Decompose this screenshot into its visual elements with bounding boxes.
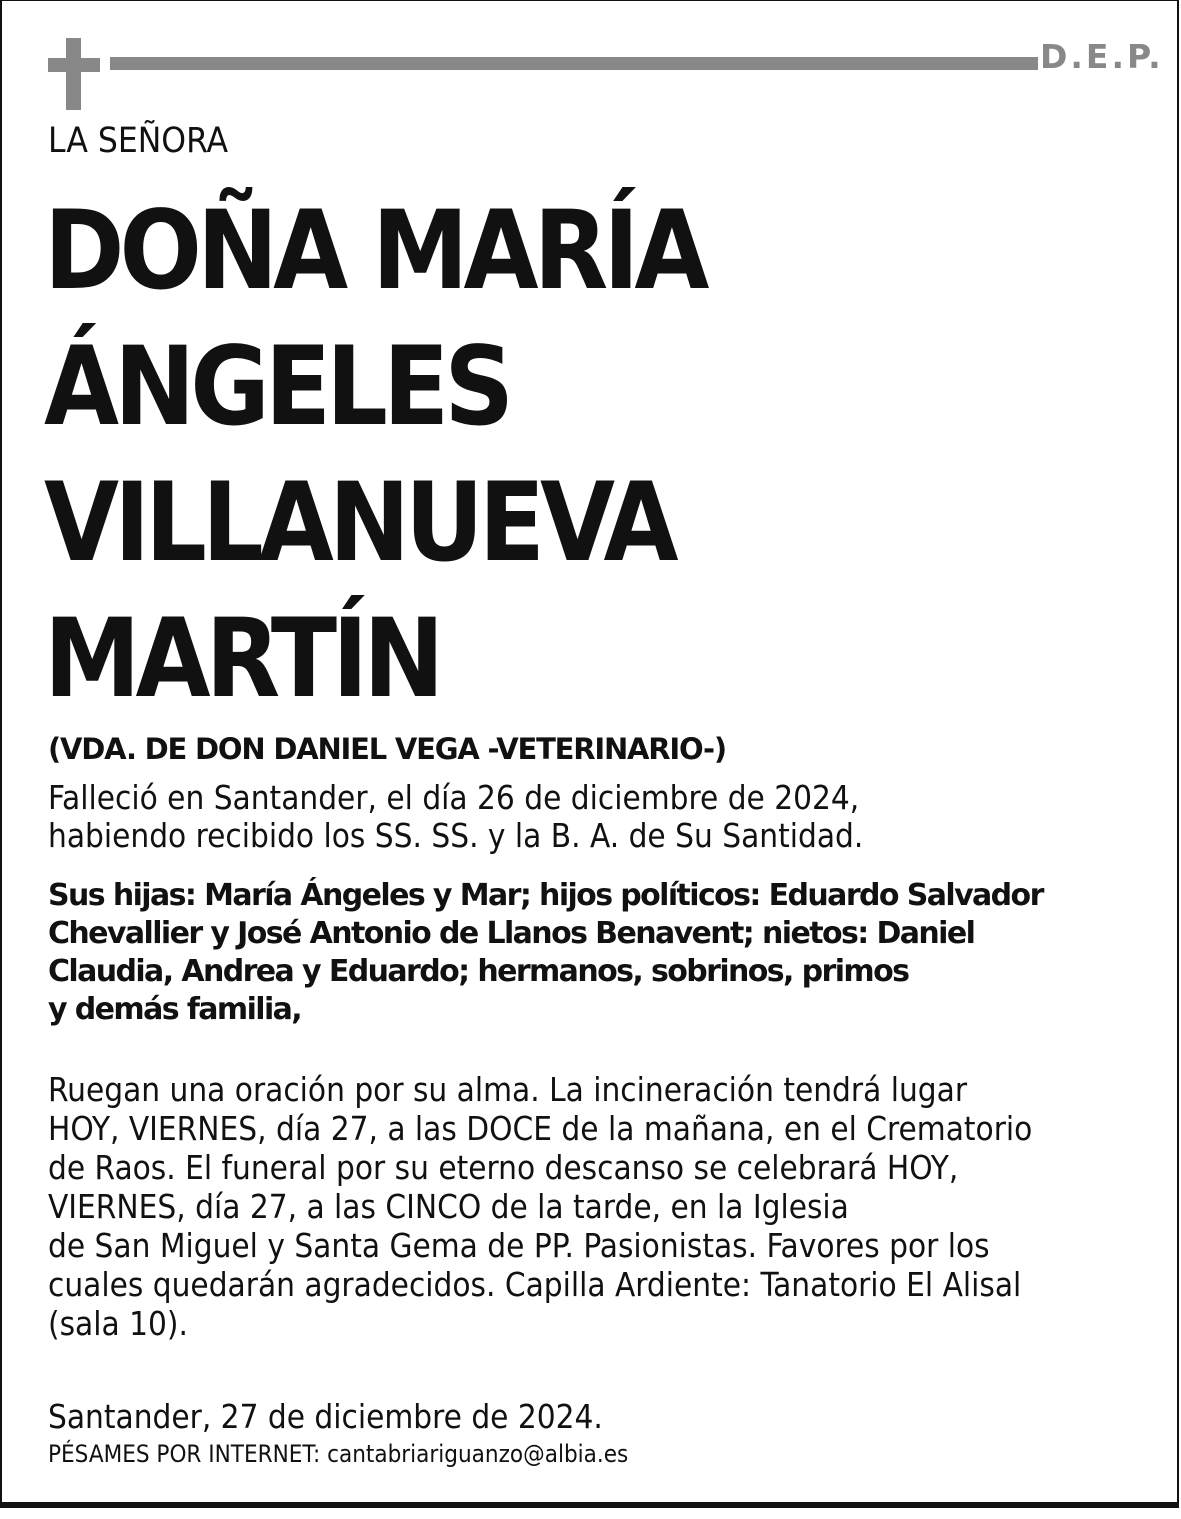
- widow-note: (VDA. DE DON DANIEL VEGA -VETERINARIO-): [48, 732, 726, 766]
- cross-icon: [66, 38, 81, 110]
- condolences-email[interactable]: cantabriariguanzo@albia.es: [327, 1440, 629, 1468]
- family-list: Sus hijas: María Ángeles y Mar; hijos políticos: Eduardo Salvador Chevallier y José Antonio de Llanos Benavent; nietos: Daniel Claudia, Andrea y Eduardo; hermanos, sobrinos, primos y demás familia,: [48, 878, 1043, 1027]
- condolences-line: [48, 1442, 628, 1466]
- name-line: ÁNGELES: [44, 323, 510, 450]
- ceremony-details: Ruegan una oración por su alma. La incineración tendrá lugar HOY, VIERNES, día 27, a las DOCE de la mañana, en el Crematorio de Raos. El funeral por su eterno descanso se celebrará HOY, VIERNES, día 27, a las CINCO de la tarde, en la Iglesia de San Miguel y Santa Gema de PP. Pasionistas. Favores por los cuales quedarán agradecidos. Capilla Ardiente: Tanatorio El Alisal (sala 10).: [48, 1070, 1033, 1343]
- cross-icon-arm: [48, 58, 100, 72]
- header-rule: [110, 57, 1038, 70]
- name-line: DOÑA MARÍA: [44, 187, 705, 314]
- obituary-header: [48, 37, 1164, 110]
- signoff-date: Santander, 27 de diciembre de 2024.: [48, 1397, 603, 1436]
- death-notice: Falleció en Santander, el día 26 de diciembre de 2024, habiendo recibido los SS. SS. y la B. A. de Su Santidad.: [48, 778, 864, 855]
- name-line: VILLANUEVA: [44, 459, 674, 586]
- condolences-label: PÉSAMES POR INTERNET:: [48, 1440, 321, 1468]
- deceased-name: [44, 183, 1144, 727]
- honorific: LA SEÑORA: [48, 121, 229, 161]
- name-line: MARTÍN: [44, 595, 440, 722]
- dep-label: D.E.P.: [1040, 37, 1164, 76]
